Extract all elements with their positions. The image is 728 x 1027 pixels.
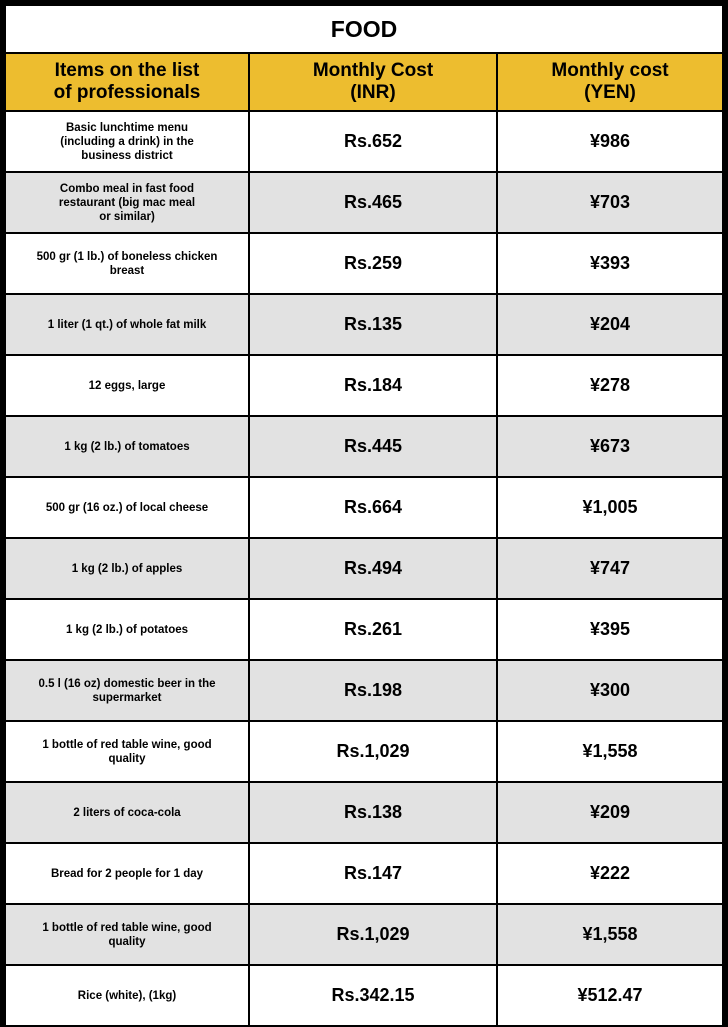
item-name-cell: Rice (white), (1kg) xyxy=(5,965,249,1026)
monthly-cost-yen-cell: ¥986 xyxy=(497,111,723,172)
item-name-cell: Basic lunchtime menu (including a drink) in the business district xyxy=(5,111,249,172)
header-items: Items on the list of professionals xyxy=(5,53,249,111)
table-row xyxy=(5,477,723,538)
item-name-cell: 1 bottle of red table wine, good quality xyxy=(5,904,249,965)
monthly-cost-yen-cell: ¥393 xyxy=(497,233,723,294)
item-name-cell: 0.5 l (16 oz) domestic beer in the supermarket xyxy=(5,660,249,721)
monthly-cost-inr-cell: Rs.342.15 xyxy=(249,965,497,1026)
monthly-cost-inr-cell: Rs.494 xyxy=(249,538,497,599)
header-monthly-cost-inr: Monthly Cost (INR) xyxy=(249,53,497,111)
monthly-cost-inr-cell: Rs.147 xyxy=(249,843,497,904)
table-row xyxy=(5,294,723,355)
table-row xyxy=(5,538,723,599)
monthly-cost-inr-cell: Rs.652 xyxy=(249,111,497,172)
monthly-cost-yen-cell: ¥278 xyxy=(497,355,723,416)
item-name-cell: 1 kg (2 lb.) of potatoes xyxy=(5,599,249,660)
item-name-cell: 1 bottle of red table wine, good quality xyxy=(5,721,249,782)
table-row xyxy=(5,233,723,294)
monthly-cost-inr-cell: Rs.445 xyxy=(249,416,497,477)
table-row xyxy=(5,111,723,172)
table-row xyxy=(5,721,723,782)
monthly-cost-inr-cell: Rs.138 xyxy=(249,782,497,843)
monthly-cost-yen-cell: ¥209 xyxy=(497,782,723,843)
monthly-cost-yen-cell: ¥673 xyxy=(497,416,723,477)
monthly-cost-inr-cell: Rs.184 xyxy=(249,355,497,416)
monthly-cost-yen-cell: ¥1,558 xyxy=(497,721,723,782)
monthly-cost-inr-cell: Rs.664 xyxy=(249,477,497,538)
monthly-cost-inr-cell: Rs.1,029 xyxy=(249,904,497,965)
item-name-cell: Combo meal in fast food restaurant (big mac meal or similar) xyxy=(5,172,249,233)
table-row xyxy=(5,599,723,660)
food-cost-table xyxy=(4,4,724,1027)
item-name-cell: 500 gr (16 oz.) of local cheese xyxy=(5,477,249,538)
monthly-cost-inr-cell: Rs.465 xyxy=(249,172,497,233)
table-row xyxy=(5,355,723,416)
table-row xyxy=(5,904,723,965)
table-body xyxy=(5,111,723,1026)
monthly-cost-yen-cell: ¥703 xyxy=(497,172,723,233)
item-name-cell: 500 gr (1 lb.) of boneless chicken breast xyxy=(5,233,249,294)
monthly-cost-yen-cell: ¥222 xyxy=(497,843,723,904)
table-title: FOOD xyxy=(5,5,723,53)
table-row xyxy=(5,965,723,1026)
monthly-cost-yen-cell: ¥747 xyxy=(497,538,723,599)
header-monthly-cost-yen: Monthly cost (YEN) xyxy=(497,53,723,111)
table-row xyxy=(5,782,723,843)
table-row xyxy=(5,416,723,477)
item-name-cell: 12 eggs, large xyxy=(5,355,249,416)
monthly-cost-yen-cell: ¥1,005 xyxy=(497,477,723,538)
monthly-cost-yen-cell: ¥1,558 xyxy=(497,904,723,965)
item-name-cell: 2 liters of coca-cola xyxy=(5,782,249,843)
monthly-cost-inr-cell: Rs.198 xyxy=(249,660,497,721)
item-name-cell: Bread for 2 people for 1 day xyxy=(5,843,249,904)
table-row xyxy=(5,172,723,233)
header-row xyxy=(5,53,723,111)
item-name-cell: 1 kg (2 lb.) of tomatoes xyxy=(5,416,249,477)
table-row xyxy=(5,660,723,721)
monthly-cost-yen-cell: ¥300 xyxy=(497,660,723,721)
monthly-cost-yen-cell: ¥395 xyxy=(497,599,723,660)
item-name-cell: 1 kg (2 lb.) of apples xyxy=(5,538,249,599)
monthly-cost-inr-cell: Rs.135 xyxy=(249,294,497,355)
monthly-cost-inr-cell: Rs.261 xyxy=(249,599,497,660)
monthly-cost-inr-cell: Rs.1,029 xyxy=(249,721,497,782)
title-row xyxy=(5,5,723,53)
table-row xyxy=(5,843,723,904)
monthly-cost-yen-cell: ¥512.47 xyxy=(497,965,723,1026)
monthly-cost-yen-cell: ¥204 xyxy=(497,294,723,355)
item-name-cell: 1 liter (1 qt.) of whole fat milk xyxy=(5,294,249,355)
monthly-cost-inr-cell: Rs.259 xyxy=(249,233,497,294)
